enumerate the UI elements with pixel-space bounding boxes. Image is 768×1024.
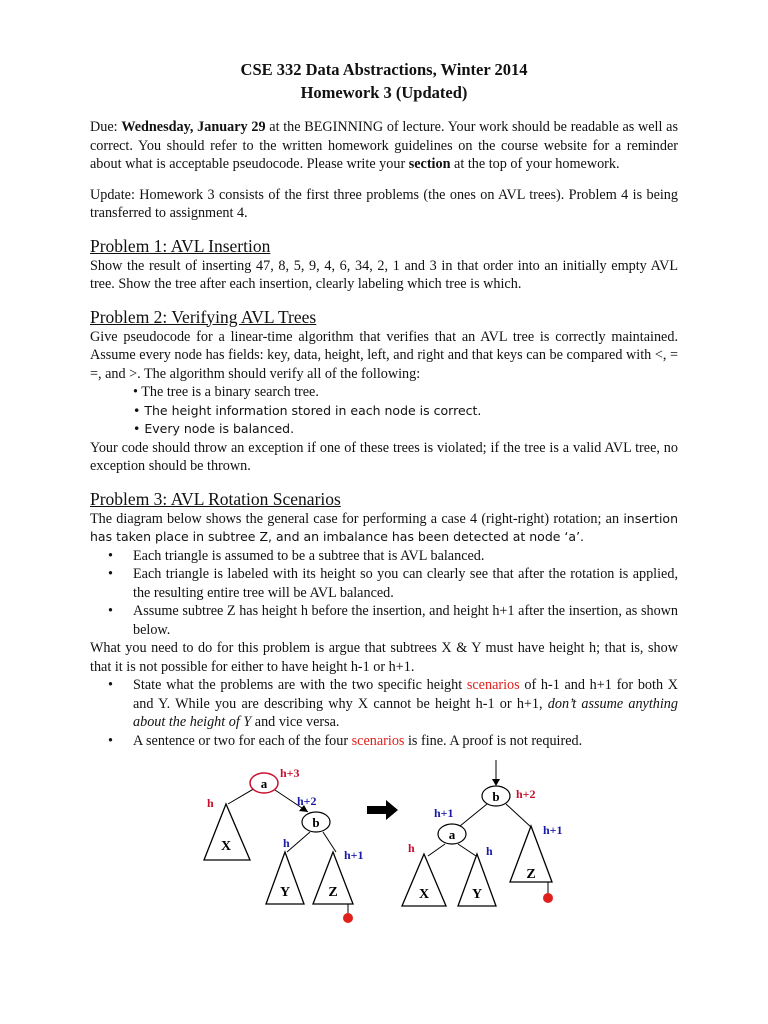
a-height-label: h+3	[280, 766, 300, 780]
a-height-label: h+1	[434, 806, 454, 820]
x-height-label: h	[207, 796, 214, 810]
list-item: • The tree is a binary search tree.	[133, 384, 319, 400]
b-height-label: h+2	[297, 794, 317, 808]
rotation-diagram	[0, 756, 768, 926]
problem3-middle: What you need to do for this problem is argue that subtrees X & Y must have height h; that is, show that it is not possible for either to have height h-1 or h+1.	[90, 640, 678, 675]
before-rotation-tree	[204, 766, 364, 923]
course-title: CSE 332 Data Abstractions, Winter 2014	[240, 60, 528, 79]
problem2-list	[90, 383, 678, 439]
b-height-label: h+2	[516, 787, 536, 801]
inserted-node-marker	[543, 893, 553, 903]
rotation-arrow-icon	[367, 800, 398, 820]
due-text: at the BEGINNING of lecture. Your work should be readable as well as correct. You should refer to the written homework guidelines on the course website for a reminder about what is acceptable pseudocode. Please write your	[90, 119, 678, 172]
problem3-bullets-2	[90, 676, 678, 750]
homework-page	[90, 58, 678, 750]
b5-pre: A sentence or two for each of the four	[133, 732, 352, 749]
b4-mid: of h-1 and h+1 for both X and Y. While you are describing why X cannot be height h-1 or h+1,	[133, 677, 678, 712]
problem3-heading: Problem 3: AVL Rotation Scenarios	[90, 488, 341, 509]
b5-end: is fine. A proof is not required.	[404, 732, 583, 749]
node-a-label: a	[260, 776, 268, 791]
subtree-x-label: X	[220, 839, 232, 854]
y-height-label: h	[486, 844, 493, 858]
problem3-bullets	[90, 547, 678, 640]
y-height-label: h	[283, 836, 290, 850]
z-height-label: h+1	[543, 823, 563, 837]
node-b-label: b	[312, 815, 320, 830]
update-paragraph: Update: Homework 3 consists of the first three problems (the ones on AVL trees). Problem 4 is being transferred to assignment 4.	[90, 186, 678, 221]
list-item: • Every node is balanced.	[133, 421, 295, 436]
due-end: at the top of your homework.	[450, 156, 620, 172]
b4-italic: don’t assume anything about the height of Y	[133, 695, 678, 730]
due-paragraph	[90, 118, 678, 174]
subtree-x-label: X	[418, 887, 430, 902]
subtree-y-label: Y	[471, 887, 483, 902]
problem2-text: Give pseudocode for a linear-time algorithm that verifies that an AVL tree is correctly maintained. Assume every node has fields: key, data, height, left, and right and that keys can be compared with <, = =, and >. The algorithm should verify all of the following:	[90, 328, 678, 382]
due-date: Wednesday, January 29	[121, 119, 266, 135]
due-prefix: Due:	[90, 119, 122, 135]
problem2-after: Your code should throw an exception if one of these trees is violated; if the tree is a valid AVL tree, no exception should be thrown.	[90, 439, 678, 474]
list-item: • Assume subtree Z has height h before the insertion, and height h+1 after the insertion, as shown below.	[133, 602, 678, 639]
list-item	[133, 676, 678, 732]
section-word: section	[408, 156, 451, 172]
problem1-text: Show the result of inserting 47, 8, 5, 9, 4, 6, 34, 2, 1 and 3 in that order into an initially empty AVL tree. Show the tree after each insertion, clearly labeling which tree is which.	[90, 257, 678, 292]
problem2-heading: Problem 2: Verifying AVL Trees	[90, 306, 317, 327]
node-a-label: a	[448, 827, 456, 842]
list-item: • Each triangle is labeled with its height so you can clearly see that after the rotation is applied, the resulting entire tree will be AVL balanced.	[133, 565, 678, 602]
scenarios-word: scenarios	[351, 732, 405, 749]
problem1-heading: Problem 1: AVL Insertion	[90, 235, 271, 256]
problem3-intro	[90, 510, 678, 547]
subtree-z-label: Z	[328, 885, 338, 900]
subtree-y-label: Y	[279, 885, 291, 900]
list-item	[133, 732, 678, 751]
x-height-label: h	[408, 841, 415, 855]
title-block	[90, 58, 678, 104]
homework-title: Homework 3 (Updated)	[300, 83, 468, 102]
subtree-z-label: Z	[526, 867, 536, 882]
z-height-label: h+1	[344, 848, 364, 862]
problem3-intro-b: insertion has taken place in subtree Z, and an imbalance has been detected at node ‘a’.	[90, 510, 678, 544]
b4-pre: State what the problems are with the two specific height	[133, 677, 467, 693]
after-rotation-tree	[402, 760, 563, 906]
inserted-node-marker	[343, 913, 353, 923]
scenarios-word: scenarios	[466, 677, 520, 693]
list-item: • The height information stored in each node is correct.	[133, 402, 482, 418]
list-item: • Each triangle is assumed to be a subtree that is AVL balanced.	[133, 547, 678, 566]
node-b-label: b	[492, 789, 500, 804]
b4-end: and vice versa.	[251, 714, 340, 730]
problem3-intro-a: The diagram below shows the general case for performing a case 4 (right-right) rotation; an	[90, 510, 624, 527]
